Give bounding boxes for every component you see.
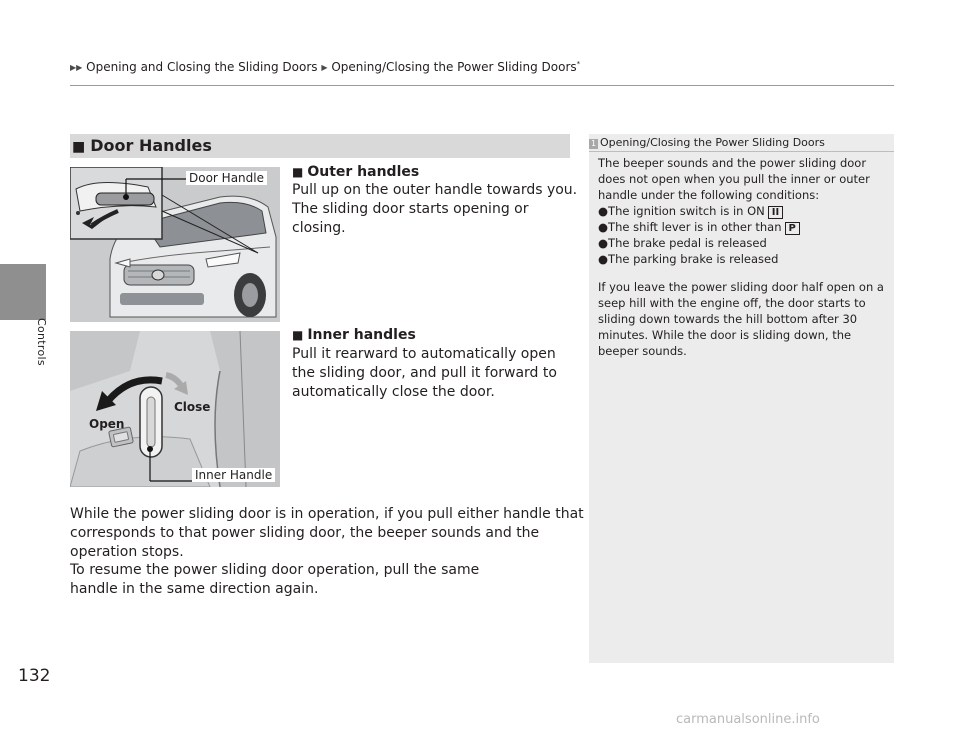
site-watermark: carmanualsonline.info [676,712,820,727]
square-bullet-icon: ■ [292,165,304,179]
bullet-item: ●The brake pedal is released [598,236,767,250]
outer-handles-heading [292,164,419,180]
door-handle-label: Door Handle [186,171,267,185]
chapter-tab [0,264,46,320]
bullet-item: ●The shift lever is in other than P [598,219,890,235]
side-note-body [598,155,890,359]
triangle-right-icon: ▶▶ [70,63,83,72]
minivan-illustration [70,167,280,322]
bullet-icon: ● [598,204,609,218]
inner-handles-heading-text: Inner handles [307,327,416,343]
open-label: Open [89,417,125,431]
triangle-right-icon: ▶ [321,63,328,72]
ignition-key-badge: II [768,206,783,219]
page-number: 132 [18,666,51,686]
breadcrumb-current: Opening/Closing the Power Sliding Doors [331,60,577,74]
outer-handles-heading-text: Outer handles [307,164,420,180]
inner-handles-text: Pull it rearward to automatically open the sliding door, and pull it forward to automatically close the door. [292,346,557,400]
breadcrumb-link-sliding-doors[interactable]: Opening and Closing the Sliding Doors [86,60,318,74]
breadcrumb [70,60,580,74]
asterisk-mark: * [576,60,581,68]
operation-stop-paragraph: While the power sliding door is in operation, if you pull either handle that corresponds to that power sliding door, the beeper sounds and the operation stops. [70,506,584,560]
inner-handles-heading [292,327,416,343]
chapter-label: Controls [35,318,48,366]
square-bullet-icon: ■ [72,139,86,155]
inner-handle-figure [70,331,280,487]
resume-paragraph: To resume the power sliding door operation, pull the same handle in the same direction again. [70,562,480,597]
outer-handle-figure [70,167,280,322]
park-key-badge: P [785,222,800,235]
bullet-icon: ● [598,236,609,250]
square-bullet-icon: ■ [292,328,304,342]
side-note-intro: The beeper sounds and the power sliding door does not open when you pull the inner or outer handle under the following conditions: [598,156,870,202]
bullet-item: ●The ignition switch is in ON II [598,203,890,219]
side-note-paragraph: If you leave the power sliding door half open on a seep hill with the engine off, the door starts to sliding down towards the hill bottom after 30 minutes. While the door is sliding down, the beeper sounds. [598,280,884,358]
section-heading-bar [70,134,570,158]
outer-handles-text: Pull up on the outer handle towards you. The sliding door starts opening or closing. [292,182,578,236]
side-note-divider [589,151,894,152]
bullet-item: ●The parking brake is released [598,252,779,266]
header-divider [70,85,894,86]
side-note-title-text: Opening/Closing the Power Sliding Doors [600,136,825,149]
bullet-icon: ● [598,252,609,266]
reference-marker-icon: 1 [590,139,597,148]
side-note-title [589,136,825,149]
bullet-icon: ● [598,220,609,234]
section-title: Door Handles [90,136,212,155]
inner-handle-label: Inner Handle [192,468,275,482]
close-label: Close [174,400,211,414]
